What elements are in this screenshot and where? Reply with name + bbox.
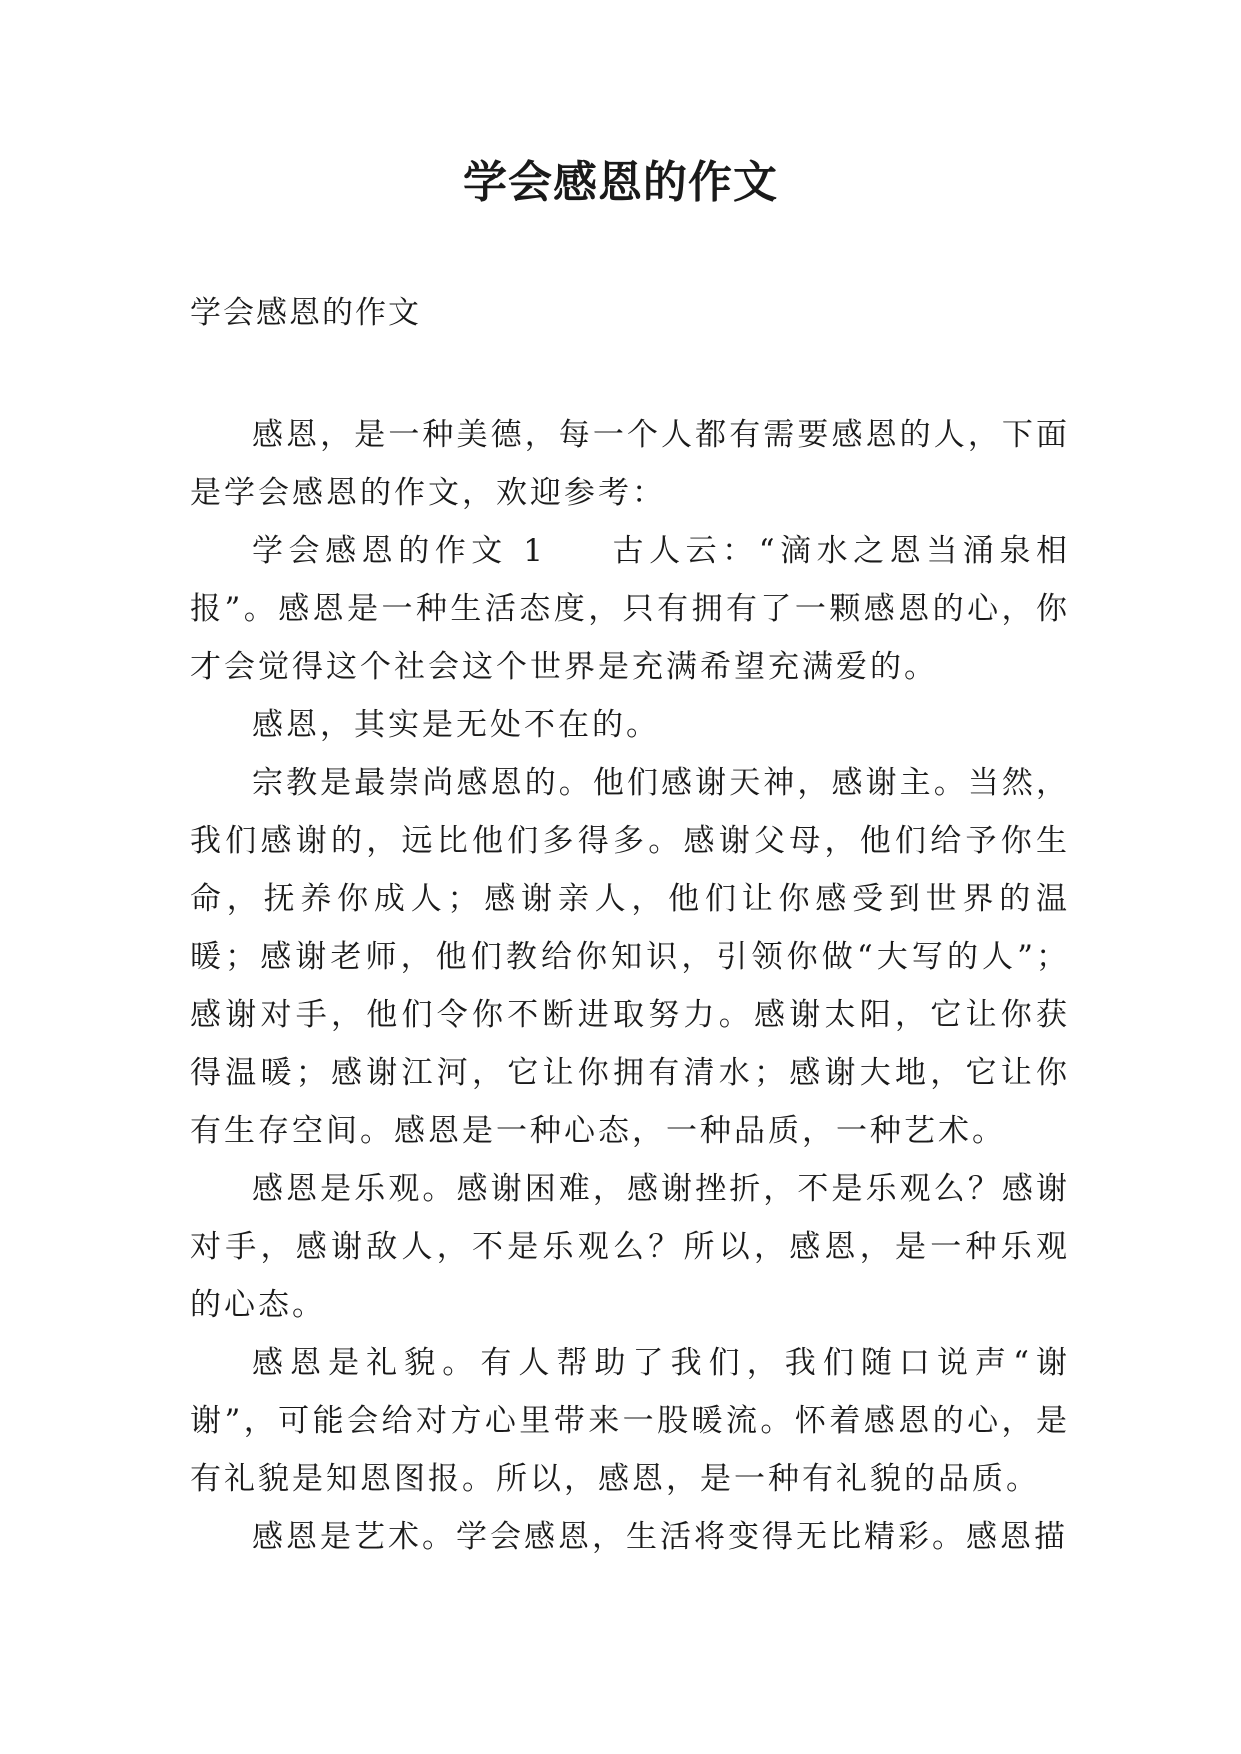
document-subtitle: 学会感恩的作文 xyxy=(190,295,421,331)
paragraph-politeness: 感恩是礼貌。有人帮助了我们，我们随口说声“谢谢”，可能会给对方心里带来一股暖流。怀着感恩的心，是有礼貌是知恩图报。所以，感恩，是一种有礼貌的品质。 xyxy=(190,1345,1070,1497)
document-body xyxy=(190,406,1070,1566)
essay-paragraph-1: 感恩是一种生活态度，只有拥有了一颗感恩的心，你才会觉得这个社会这个世界是充满希望充满爱的。 xyxy=(190,591,1070,685)
essay-heading: 学会感恩的作文 1 xyxy=(252,533,546,569)
paragraph-religion: 宗教是最崇尚感恩的。他们感谢天神，感谢主。当然，我们感谢的，远比他们多得多。感谢父母，他们给予你生命，抚养你成人；感谢亲人，他们让你感受到世界的温暖；感谢老师，他们教给你知识，引领你做“大写的人”；感谢对手，他们令你不断进取努力。感谢太阳，它让你获得温暖；感谢江河，它让你拥有清水；感谢大地，它让你有生存空间。感恩是一种心态，一种品质，一种艺术。 xyxy=(190,765,1070,1149)
paragraph-art: 感恩是艺术。学会感恩，生活将变得无比精彩。感恩描 xyxy=(252,1519,1068,1555)
quote-lead: 古人云：“滴水之恩当涌泉相报”。 xyxy=(190,533,1070,627)
intro-paragraph: 感恩，是一种美德，每一个人都有需要感恩的人，下面是学会感恩的作文，欢迎参考： xyxy=(190,417,1070,511)
document-title: 学会感恩的作文 xyxy=(463,157,778,208)
essay-first-paragraph xyxy=(190,522,1070,696)
paragraph-optimism: 感恩是乐观。感谢困难，感谢挫折，不是乐观么？感谢对手，感谢敌人，不是乐观么？所以，感恩，是一种乐观的心态。 xyxy=(190,1171,1070,1323)
paragraph-everywhere: 感恩，其实是无处不在的。 xyxy=(252,707,660,743)
